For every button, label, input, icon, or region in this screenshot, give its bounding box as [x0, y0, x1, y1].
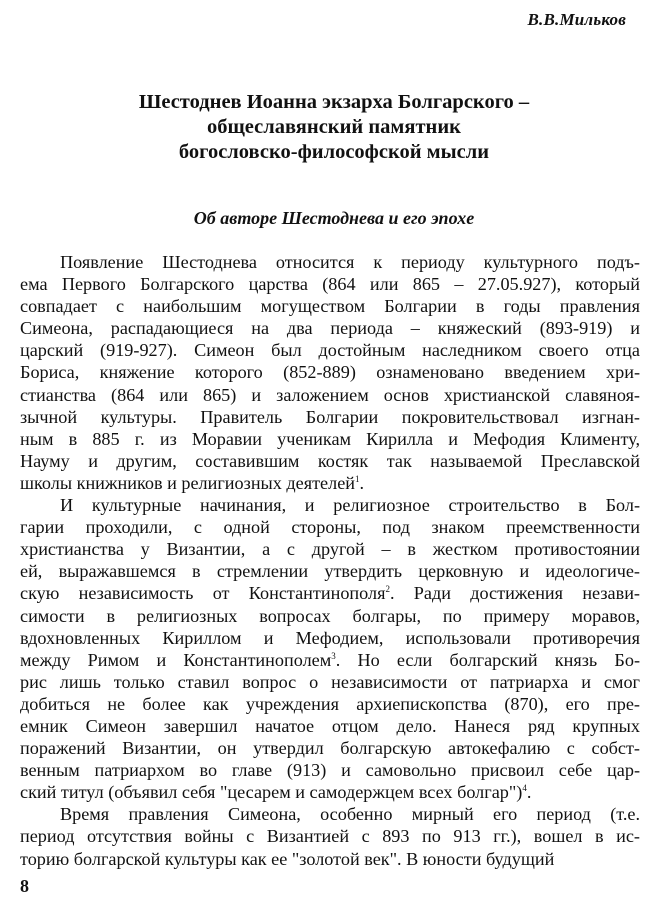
- line-text: гарии проходили, с одной стороны, под знаком преемственности: [20, 517, 640, 538]
- line-text: И культурные начинания, и религиозное строительство в Бол-: [60, 495, 640, 516]
- text-line: [20, 649, 640, 671]
- text-line: [20, 693, 640, 715]
- text-line: [20, 339, 640, 361]
- line-text-tail: .: [526, 782, 532, 803]
- footnote-marker: 4: [522, 783, 527, 794]
- text-line: [20, 295, 640, 317]
- line-text: ема Первого Болгарского царства (864 или 865 – 27.05.927), который: [20, 274, 640, 295]
- line-text: совпадает с наибольшим могуществом Болгарии в годы правления: [20, 296, 640, 317]
- text-line: [20, 516, 640, 538]
- text-line: [20, 627, 640, 649]
- text-line: [20, 781, 640, 803]
- text-line: [20, 671, 640, 693]
- text-line: [20, 848, 640, 870]
- text-line: [20, 251, 640, 273]
- line-text-tail: . Но если болгарский князь Бо-: [335, 649, 640, 670]
- line-text: скую независимость от Константинополя: [20, 583, 386, 604]
- text-line: [20, 384, 640, 406]
- line-text: симости в религиозных вопросах болгары, по примеру моравов,: [20, 605, 640, 626]
- text-line: [20, 538, 640, 560]
- line-text: рис лишь только ставил вопрос о независимости от патриарха и смог: [20, 671, 640, 692]
- paragraph: [20, 803, 640, 869]
- line-text: стианства (864 или 865) и заложением основ христианской славяноя-: [20, 384, 640, 405]
- text-line: [20, 825, 640, 847]
- line-text: зычной культуры. Правитель Болгарии покровительствовал изгнан-: [20, 406, 640, 427]
- line-text: период отсутствия войны с Византией с 893 по 913 гг.), вошел в ис-: [20, 826, 640, 847]
- line-text: христианства у Византии, а с другой – в жестком противостоянии: [20, 539, 640, 560]
- line-text: ей, выражавшемся в стремлении утвердить церковную и идеологиче-: [20, 561, 640, 582]
- chapter-title: [40, 90, 628, 165]
- page-number: 8: [20, 876, 29, 896]
- line-text-tail: .: [359, 472, 365, 493]
- chapter-title-line: богословско-философской мысли: [178, 141, 490, 163]
- text-line: [20, 472, 640, 494]
- text-line: [20, 273, 640, 295]
- running-head-author: В.В.Мильков: [527, 10, 626, 29]
- line-text: вдохновленных Кириллом и Мефодием, использовали противоречия: [20, 627, 640, 648]
- line-text: поражений Византии, он утвердил болгарскую автокефалию с собст-: [20, 738, 640, 759]
- line-text: Бориса, княжение которого (852-889) ознаменовано введением хри-: [20, 362, 640, 383]
- text-line: [20, 361, 640, 383]
- text-line: [20, 803, 640, 825]
- paragraph: [20, 494, 640, 803]
- line-text: ным в 885 г. из Моравии ученикам Кирилла и Мефодия Клименту,: [20, 428, 640, 449]
- line-text: емник Симеон завершил начатое отцом дело. Нанеся ряд крупных: [20, 715, 640, 736]
- text-line: [20, 406, 640, 428]
- text-line: [20, 737, 640, 759]
- text-line: [20, 560, 640, 582]
- line-text: Науму и другим, составившим костяк так называемой Преславской: [20, 450, 640, 471]
- footnote-marker: 3: [331, 650, 336, 661]
- line-text: Время правления Симеона, особенно мирный его период (т.е.: [60, 804, 640, 825]
- text-line: [20, 450, 640, 472]
- paragraph: [20, 251, 640, 494]
- line-text: добиться не более как учреждения архиепископства (870), его пре-: [20, 693, 640, 714]
- line-text: торию болгарской культуры как ее "золотой век". В юности будущий: [20, 848, 555, 869]
- line-text: Появление Шестоднева относится к периоду культурного подъ-: [60, 252, 640, 272]
- chapter-title-line: Шестоднев Иоанна экзарха Болгарского –: [138, 91, 530, 113]
- text-line: [20, 759, 640, 781]
- line-text: Симеона, распадающиеся на два периода – княжеский (893-919) и: [20, 318, 640, 339]
- text-line: [20, 582, 640, 604]
- body-text: [20, 251, 640, 870]
- line-text: ский титул (объявил себя "цесарем и самодержцем всех болгар"): [20, 782, 523, 803]
- chapter-title-line: общеславянский памятник: [207, 116, 461, 138]
- text-line: [20, 715, 640, 737]
- text-line: [20, 428, 640, 450]
- footnote-marker: 1: [355, 473, 360, 484]
- line-text-tail: . Ради достижения незави-: [389, 583, 640, 604]
- text-line: [20, 317, 640, 339]
- text-line: [20, 605, 640, 627]
- line-text: венным патриархом во главе (913) и самовольно присвоил себе цар-: [20, 760, 640, 781]
- footnote-marker: 2: [385, 584, 390, 595]
- line-text: царский (919-927). Симеон был достойным наследником своего отца: [20, 340, 640, 361]
- text-line: [20, 494, 640, 516]
- line-text: между Римом и Константинополем: [20, 649, 332, 670]
- section-heading: Об авторе Шестоднева и его эпохе: [193, 208, 475, 228]
- line-text: школы книжников и религиозных деятелей: [20, 472, 356, 493]
